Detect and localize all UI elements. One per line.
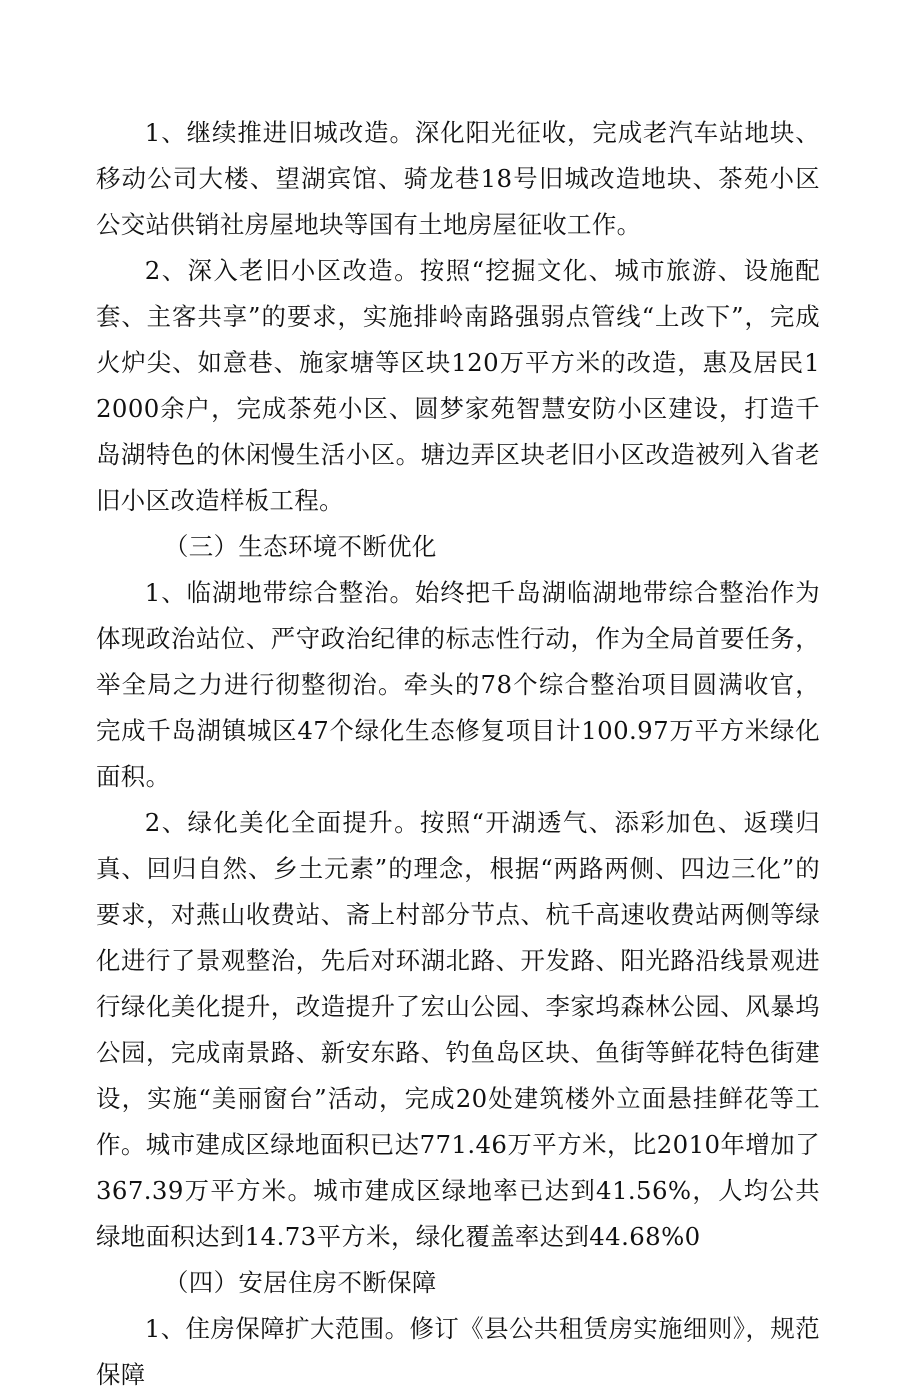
paragraph-lakeside-remediation: 1、临湖地带综合整治。始终把千岛湖临湖地带综合整治作为体现政治站位、严守政治纪律的标志性行动，作为全局首要任务，举全局之力进行彻整彻治。牵头的78个综合整治项目圆满收官，完成千岛湖镇城区47个绿化生态修复项目计100.97万平方米绿化面积。	[96, 578, 820, 791]
paragraph-old-community-renovation: 2、深入老旧小区改造。按照“挖掘文化、城市旅游、设施配套、主客共享”的要求，实施排岭南路强弱点管线“上改下”，完成火炉尖、如意巷、施家塘等区块120万平方米的改造，惠及居民12000余户，完成茶苑小区、圆梦家苑智慧安防小区建设，打造千岛湖特色的休闲慢生活小区。塘边弄区块老旧小区改造被列入省老旧小区改造样板工程。	[96, 256, 820, 515]
document-body	[96, 110, 820, 1398]
section-heading-housing: （四）安居住房不断保障	[164, 1268, 437, 1297]
paragraph-old-city-renovation: 1、继续推进旧城改造。深化阳光征收，完成老汽车站地块、移动公司大楼、望湖宾馆、骑龙巷18号旧城改造地块、茶苑小区公交站供销社房屋地块等国有土地房屋征收工作。	[96, 118, 820, 239]
paragraph-greening-improvement: 2、绿化美化全面提升。按照“开湖透气、添彩加色、返璞归真、回归自然、乡土元素”的理念，根据“两路两侧、四边三化”的要求，对燕山收费站、斋上村部分节点、杭千高速收费站两侧等绿化进行了景观整治，先后对环湖北路、开发路、阳光路沿线景观进行绿化美化提升，改造提升了宏山公园、李家坞森林公园、风暴坞公园，完成南景路、新安东路、钓鱼岛区块、鱼街等鲜花特色街建设，实施“美丽窗台”活动，完成20处建筑楼外立面悬挂鲜花等工作。城市建成区绿地面积已达771.46万平方米，比2010年增加了367.39万平方米。城市建成区绿地率已达到41.56%，人均公共绿地面积达到14.73平方米，绿化覆盖率达到44.68%0	[96, 808, 820, 1251]
section-heading-ecology: （三）生态环境不断优化	[164, 532, 437, 561]
paragraph-housing-security: 1、住房保障扩大范围。修订《县公共租赁房实施细则》，规范保障	[96, 1314, 820, 1389]
